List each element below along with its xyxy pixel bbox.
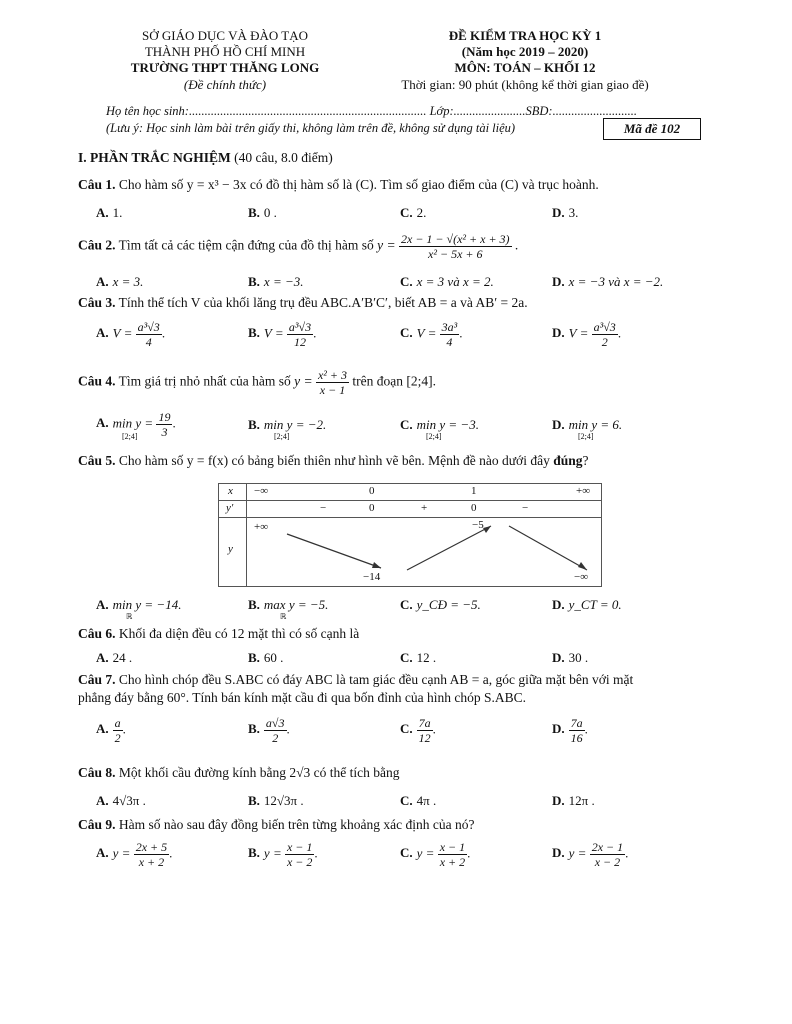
- vt-x-label: x: [228, 485, 233, 497]
- official-label: (Đề chính thức): [183, 77, 267, 92]
- question-4-fraction: $\frac{\text{x² + 3}}{x - 1}$: [317, 368, 348, 397]
- variation-arrows: [247, 518, 601, 586]
- arrow-increase: [407, 526, 491, 570]
- q8-option-d: D. 12π .: [552, 793, 595, 808]
- question-5: Câu 5. Cho hàm số y = f(x) có bảng biến thiên như hình vẽ bên. Mệnh đề nào dưới đây đúng?: [78, 453, 589, 468]
- q6-option-a: A. 24 .: [96, 650, 133, 665]
- exam-code-box: Mã đề 102: [603, 118, 701, 140]
- vt-yp-1: 0: [369, 502, 375, 514]
- arrow-decrease-1: [287, 534, 381, 568]
- question-8-label: Câu 8.: [78, 765, 116, 780]
- q1-option-d: D. 3.: [552, 205, 579, 220]
- q5-subscript-b: ℝ: [280, 612, 287, 621]
- question-1: [78, 177, 599, 193]
- q2-option-a: A. x = 3.: [96, 274, 144, 289]
- q5-option-a: A. min y = −14.: [96, 597, 182, 612]
- q6-option-d: D. 30 .: [552, 650, 589, 665]
- vt-yp-4: −: [522, 502, 529, 514]
- question-2-text: Tìm tất cả các tiệm cận đứng của đồ thị hàm số: [118, 237, 374, 253]
- question-8: [78, 765, 399, 781]
- question-4-label: Câu 4.: [78, 373, 116, 389]
- q5-subscript-a: ℝ: [126, 612, 133, 621]
- exam-note: (Lưu ý: Học sinh làm bài trên giấy thi, không làm trên đề, không sử dụng tài liệu): [106, 121, 516, 135]
- section-title: [78, 150, 333, 166]
- q4-option-d: D. min y = 6.: [552, 417, 623, 432]
- vt-y-1: −5: [472, 519, 484, 531]
- question-2-label: Câu 2.: [78, 237, 116, 253]
- vt-yp-2: +: [421, 502, 428, 514]
- dept-name: SỞ GIÁO DỤC VÀ ĐÀO TẠO: [142, 28, 308, 43]
- question-6-text: Khối đa diện đều có 12 mặt thì có số cạnh là: [118, 626, 360, 641]
- q9-option-b: B. y = $\frac{x - 1}{x - 2}$ .: [248, 840, 318, 869]
- student-info-line: Họ tên học sinh:............................................................................ Lớp:.......................SBD:...........................: [106, 104, 637, 118]
- q9-option-a: A. y = $\frac{2x + 5}{x + 2}$ .: [96, 840, 173, 869]
- vt-y-2: −14: [363, 571, 381, 583]
- question-5-text: Cho hàm số y = f(x) có bảng biến thiên như hình vẽ bên. Mệnh đề nào dưới đây: [118, 453, 550, 468]
- section-subtitle: (40 câu, 8.0 điểm): [234, 150, 333, 165]
- q6-option-c: C. 12 .: [400, 650, 437, 665]
- q2-option-c: C. x = 3 và x = 2.: [400, 274, 494, 289]
- q4-subscript-d: [2;4]: [578, 432, 594, 441]
- q4-subscript-c: [2;4]: [426, 432, 442, 441]
- q8-option-b: B. 12√3π .: [248, 793, 304, 808]
- vt-y-label: y: [228, 543, 233, 555]
- question-3-label: Câu 3.: [78, 295, 116, 310]
- time-limit: Thời gian: 90 phút (không kể thời gian giao đề): [401, 77, 649, 92]
- question-6: [78, 626, 359, 642]
- question-6-label: Câu 6.: [78, 626, 116, 641]
- vt-y-3: −∞: [574, 571, 589, 583]
- q6-option-b: B. 60 .: [248, 650, 284, 665]
- vt-x-2: 1: [471, 485, 477, 497]
- variation-table: [218, 483, 602, 587]
- question-7-label: Câu 7.: [78, 672, 116, 687]
- question-9-label: Câu 9.: [78, 817, 116, 832]
- question-7-text-1: Cho hình chóp đều S.ABC có đáy ABC là tam giác đều cạnh AB = a, góc giữa mặt bên với mặt: [118, 672, 634, 687]
- vt-yp-3: 0: [471, 502, 477, 514]
- q7-option-d: D. $\frac{7a}{16}$ .: [552, 716, 588, 745]
- subject: MÔN: TOÁN – KHỐI 12: [454, 60, 596, 75]
- question-1-text: Cho hàm số y = x³ − 3x có đồ thị hàm số là (C). Tìm số giao điểm của (C) và trục hoành.: [118, 177, 599, 192]
- vt-x-1: 0: [369, 485, 375, 497]
- question-7: [78, 672, 633, 688]
- question-5-label: Câu 5.: [78, 453, 116, 468]
- q9-option-d: D. y = $\frac{2x - 1}{x - 2}$ .: [552, 840, 629, 869]
- q4-subscript-b: [2;4]: [274, 432, 290, 441]
- question-8-text: Một khối cầu đường kính bằng 2√3 có thể tích bằng: [118, 765, 400, 780]
- q4-option-b: B. min y = −2.: [248, 417, 327, 432]
- city-name: THÀNH PHỐ HỒ CHÍ MINH: [144, 44, 306, 59]
- exam-title: ĐỀ KIỂM TRA HỌC KỲ 1: [448, 28, 602, 43]
- q8-option-a: A. 4√3π .: [96, 793, 146, 808]
- q1-option-b: B. 0 .: [248, 205, 277, 220]
- q1-option-a: A. 1.: [96, 205, 123, 220]
- q2-option-d: D. x = −3 và x = −2.: [552, 274, 664, 289]
- question-9-text: Hàm số nào sau đây đồng biến trên từng khoảng xác định của nó?: [118, 817, 475, 832]
- q5-option-d: D. y_CT = 0.: [552, 597, 622, 612]
- q7-option-c: C. $\frac{7a}{12}$ .: [400, 716, 436, 745]
- q1-option-c: C. 2.: [400, 205, 427, 220]
- q4-option-a: A. min y = $\frac{19}{3}$ .: [96, 410, 176, 439]
- question-3-text: Tính thể tích V của khối lăng trụ đều ABC.A′B′C′, biết AB = a và AB′ = 2a.: [118, 295, 528, 310]
- question-4: Câu 4. Tìm giá trị nhỏ nhất của hàm số y = $\frac{\text{x² + 3}}{x - 1}$ trên đoạn [2;4].: [78, 368, 436, 397]
- q3-option-c: C. V = $\frac{\text{3a³}}{4}$ .: [400, 320, 463, 349]
- vt-yp-0: −: [320, 502, 327, 514]
- section-title-text: I. PHẦN TRẮC NGHIỆM: [78, 150, 231, 165]
- q7-option-b: B. $\frac{a√3}{2}$ .: [248, 716, 290, 745]
- q5-option-b: B. max y = −5.: [248, 597, 329, 612]
- vt-x-0: −∞: [254, 485, 269, 497]
- question-2: Câu 2. Tìm tất cả các tiệm cận đứng của đồ thị hàm số y = $\frac{\text{2x − 1 − √(x² + x + 3)}}{\text{x² − 5x + 6}}$ .: [78, 232, 519, 261]
- arrow-decrease-2: [509, 526, 587, 570]
- q2-option-b: B. x = −3.: [248, 274, 304, 289]
- q5-option-c: C. y_CĐ = −5.: [400, 597, 481, 612]
- vt-y-0: +∞: [254, 521, 269, 533]
- q4-subscript-a: [2;4]: [122, 432, 138, 441]
- question-7-text-2: phẳng đáy bằng 60°. Tính bán kính mặt cầu đi qua bốn đỉnh của hình chóp S.ABC.: [78, 690, 526, 705]
- school-year: (Năm học 2019 – 2020): [461, 44, 589, 59]
- question-3: [78, 295, 528, 311]
- vt-x-3: +∞: [576, 485, 591, 497]
- question-4-text: Tìm giá trị nhỏ nhất của hàm số: [118, 373, 291, 389]
- q9-option-c: C. y = $\frac{x - 1}{x + 2}$ .: [400, 840, 471, 869]
- question-2-y: y =: [377, 237, 396, 253]
- q3-option-a: A. V = $\frac{\text{a³√3}}{4}$ .: [96, 320, 166, 349]
- question-1-label: Câu 1.: [78, 177, 116, 192]
- q3-option-d: D. V = $\frac{\text{a³√3}}{2}$ .: [552, 320, 622, 349]
- question-2-fraction: $\frac{\text{2x − 1 − √(x² + x + 3)}}{\text{x² − 5x + 6}}$: [401, 232, 510, 261]
- q3-option-b: B. V = $\frac{\text{a³√3}}{12}$ .: [248, 320, 317, 349]
- question-9: [78, 817, 475, 833]
- school-name: TRƯỜNG THPT THĂNG LONG: [130, 60, 320, 75]
- q4-option-c: C. min y = −3.: [400, 417, 479, 432]
- vt-yp-label: y′: [226, 502, 234, 514]
- q8-option-c: C. 4π .: [400, 793, 437, 808]
- q7-option-a: A. $\frac{a}{2}$ .: [96, 716, 126, 745]
